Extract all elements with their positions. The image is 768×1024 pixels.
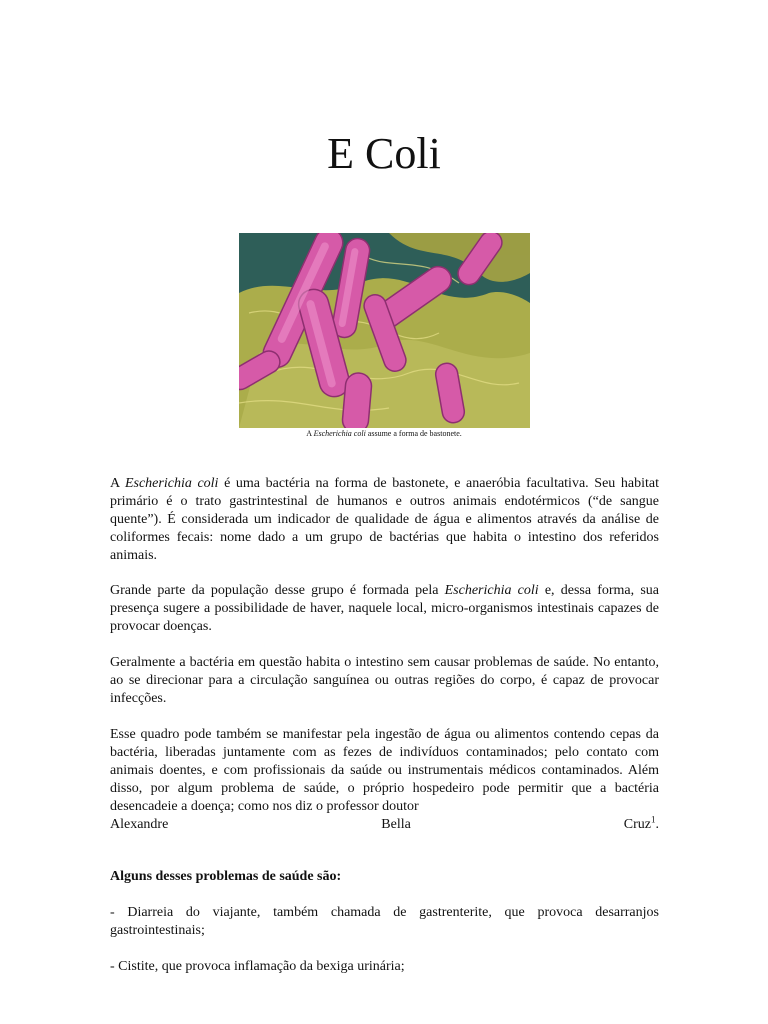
author-middle-name: Bella (381, 817, 411, 832)
paragraph-infection: Geralmente a bactéria em questão habita o intestino sem causar problemas de saúde. No entanto, ao se direcionar para a circulação sanguínea ou outras regiões do corpo, é capaz de provocar infecções. (110, 655, 659, 706)
micrograph-drawing (239, 233, 530, 428)
author-line (110, 816, 659, 834)
paragraph-population: Grande parte da população desse grupo é formada pela Escherichia coli e, dessa forma, sua presença sugere a possibilidade de haver, naquele local, micro-organismos intestinais capazes de provocar doenças. (110, 583, 659, 634)
paragraph-transmission-text: Esse quadro pode também se manifestar pela ingestão de água ou alimentos contendo cepas da bactéria, liberadas juntamente com as fezes de indivíduos contaminados; pelo contato com animais doentes, e com profissionais da saúde ou instrumentais médicos contaminados. Além disso, por algum problema de saúde, o próprio hospedeiro pode permitir que a bactéria desencadeie a doença; como nos diz o professor doutor (110, 727, 659, 814)
paragraph-transmission (110, 726, 659, 834)
list-item-traveler-diarrhea: - Diarreia do viajante, também chamada de gastrenterite, que provoca desarranjos gastrointestinais; (110, 905, 659, 938)
list-item-cystitis: - Cistite, que provoca inflamação da bexiga urinária; (110, 959, 405, 974)
author-last-name: Cruz$^1$. (623, 814, 659, 832)
bacteria-micrograph-image (239, 233, 530, 428)
author-first-name: Alexandre (110, 817, 169, 832)
paragraph-intro: A Escherichia coli é uma bactéria na forma de bastonete, e anaeróbia facultativa. Seu habitat primário é o trato gastrintestinal de humanos e outros animais endotérmicos (“de sangue quente”). É considerada um indicador de qualidade de água e alimentos através da análise de coliformes fecais: nome dado a um grupo de bactérias que habita o intestino dos referidos animais. (110, 476, 659, 563)
figure-caption: A Escherichia coli assume a forma de bastonete. (306, 429, 462, 438)
page-title: E Coli (327, 129, 441, 178)
footnote-ref[interactable]: 1 (650, 814, 656, 825)
section-heading-health-problems: Alguns desses problemas de saúde são: (110, 869, 342, 884)
